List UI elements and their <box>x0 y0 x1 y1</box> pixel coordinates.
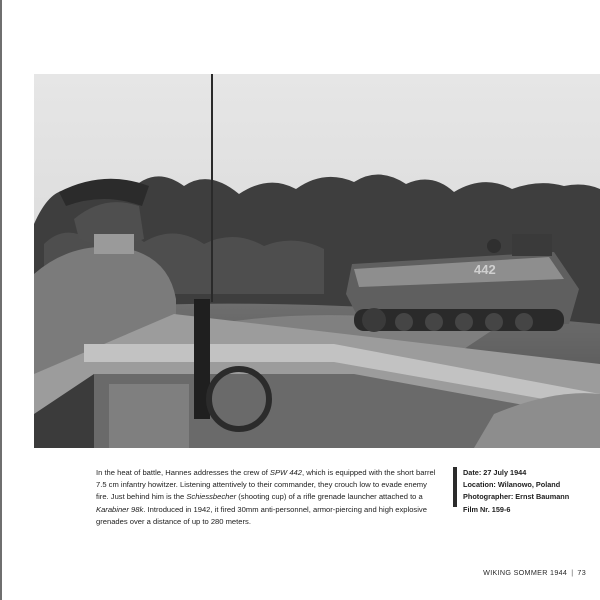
vehicle-number: 442 <box>474 262 496 277</box>
meta-date: Date: 27 July 1944 <box>463 468 527 477</box>
caption-text-3: (shooting cup) of a rifle grenade launcher attached to a <box>236 492 423 502</box>
historical-photograph <box>34 74 600 448</box>
book-title: WIKING SOMMER 1944 <box>483 568 568 577</box>
caption-emphasis-rifle: Karabiner 98k <box>96 504 144 514</box>
meta-photographer: Photographer: Ernst Baumann <box>463 492 570 502</box>
caption-text-4: . Introduced in 1942, it fired 30mm anti-personnel, armor-piercing and high explosive grenades over a distance of up to 280 meters. <box>96 504 427 526</box>
caption-emphasis-launcher: Schiessbecher <box>186 492 237 502</box>
page-edge-rule <box>0 0 2 600</box>
footer-separator: | <box>571 568 574 577</box>
page-number: 73 <box>577 568 586 577</box>
meta-film-number: Film Nr. 159-6 <box>463 504 511 514</box>
caption-emphasis-vehicle: SPW 442 <box>269 468 302 477</box>
photo-metadata <box>453 467 600 514</box>
caption-text-2: , which is equipped with the short barrel 7.5 cm infantry howitzer. Listening attentively to their commander, they crouch low to evade enemy fire. Just behind him is the <box>96 468 436 502</box>
page-footer <box>483 568 586 577</box>
photo-illustration <box>34 74 600 448</box>
photo-caption <box>96 467 436 528</box>
caption-text-1: In the heat of battle, Hannes addresses the crew of <box>96 468 270 477</box>
meta-location: Location: Wilanowo, Poland <box>463 480 561 490</box>
